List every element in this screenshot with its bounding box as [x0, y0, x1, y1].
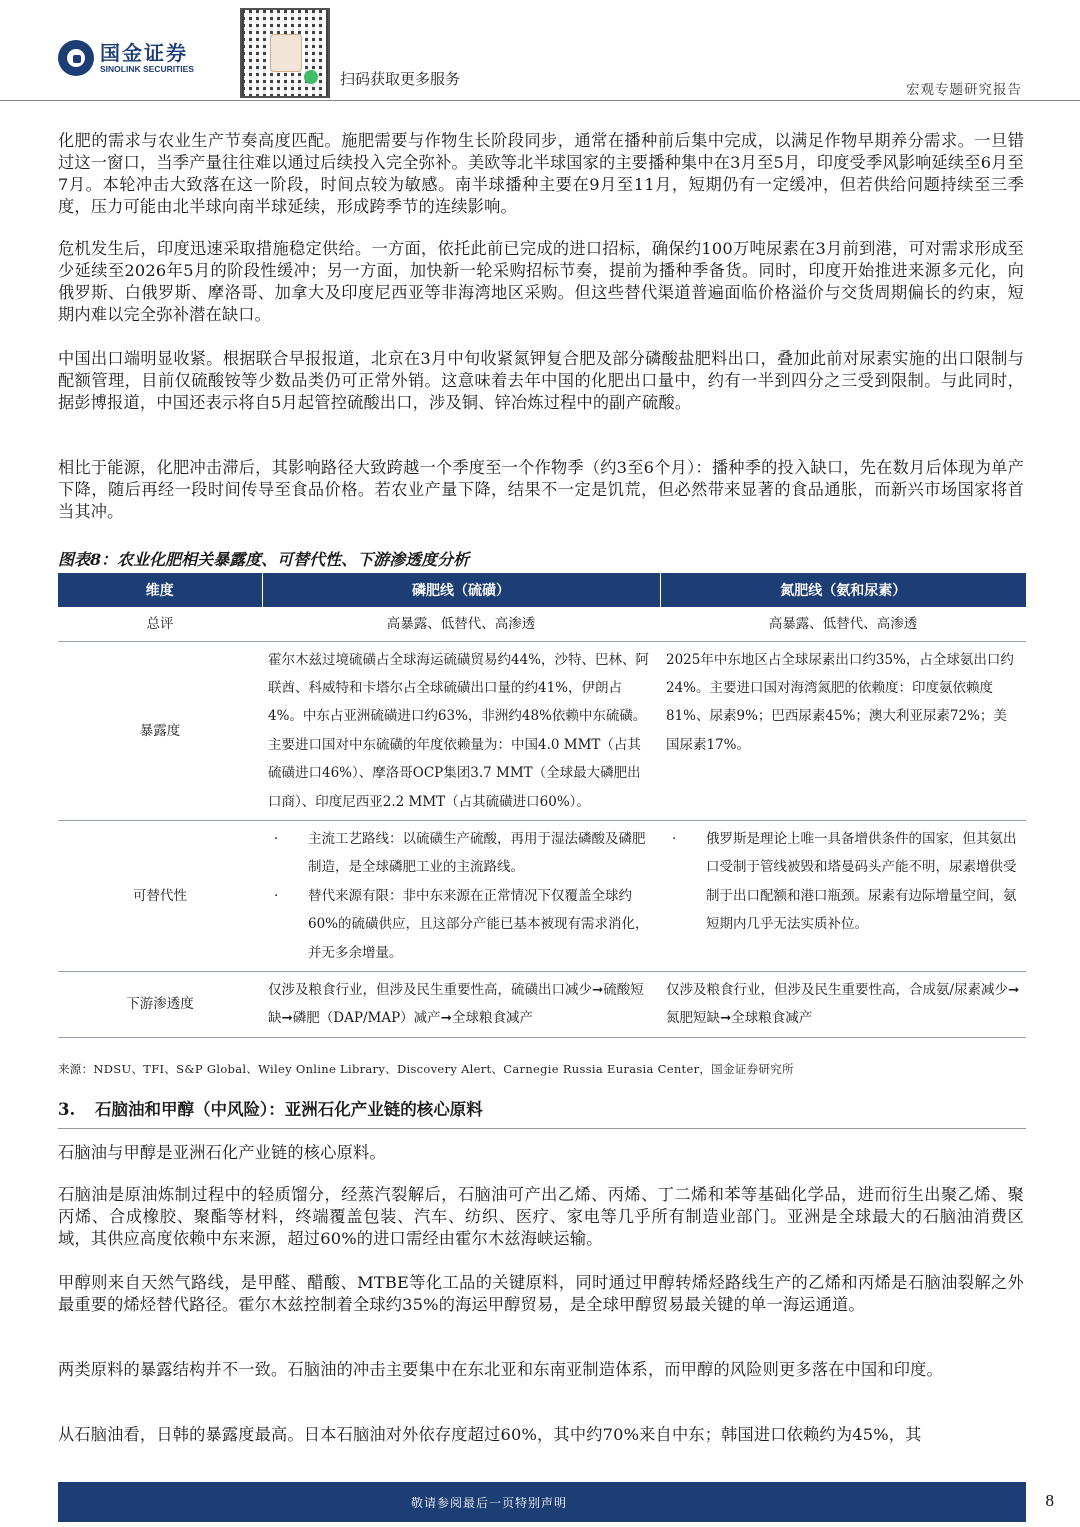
logo-cn-text: 国金证券 [100, 40, 188, 65]
list-item: · 俄罗斯是理论上唯一具备增供条件的国家，但其氨出口受制于管线被毁和塔曼码头产能不明，尿素增供受制于出口配额和港口瓶颈。尿素有边际增量空间，氨短期内几乎无法实质补位。 [666, 825, 1020, 939]
row-label: 下游渗透度 [58, 971, 262, 1037]
header-dimension: 维度 [58, 573, 262, 607]
table-header-row [58, 573, 1026, 607]
scan-prompt: 扫码获取更多服务 [340, 70, 461, 88]
figure-source: 来源：NDSU、TFI、S&P Global、Wiley Online Library、Discovery Alert、Carnegie Russia Eurasia Center，国金证券研究所 [58, 1062, 794, 1076]
section-number: 3. [58, 1100, 76, 1119]
header-phosphate: 磷肥线（硫磺） [262, 573, 660, 607]
row-label: 总评 [58, 607, 262, 641]
page-number: 8 [1045, 1491, 1054, 1510]
paragraph-japan-korea: 从石脑油看，日韩的暴露度最高。日本石脑油对外依存度超过60%，其中约70%来自中东；韩国进口依赖约为45%，其 [58, 1425, 922, 1444]
paragraph-methanol: 甲醇则来自天然气路线，是甲醛、醋酸、MTBE等化工品的关键原料，同时通过甲醇转烯烃路线生产的乙烯和丙烯是石脑油裂解之外最重要的烯烃替代路径。霍尔木兹控制着全球约35%的海运甲醇贸易，是全球甲醇贸易最关键的单一海运通道。 [58, 1273, 1024, 1314]
table-row [58, 607, 1026, 641]
figure-title: 图表8：农业化肥相关暴露度、可替代性、下游渗透度分析 [58, 550, 470, 569]
paragraph-lag-effect: 相比于能源，化肥冲击滞后，其影响路径大致跨越一个季度至一个作物季（约3至6个月）：播种季的投入缺口，先在数月后体现为单产下降，随后再经一段时间传导至食品价格。若农业产量下降，结果不一定是饥荒，但必然带来显著的食品通胀，而新兴市场国家将首当其冲。 [58, 458, 1024, 521]
section-heading [58, 1096, 483, 1120]
cell-phosphate: 高暴露、低替代、高渗透 [262, 607, 660, 641]
paragraph-fertilizer-timing: 化肥的需求与农业生产节奏高度匹配。施肥需要与作物生长阶段同步，通常在播种前后集中完成，以满足作物早期养分需求。一旦错过这一窗口，当季产量往往难以通过后续投入完全弥补。美欧等北半球国家的主要播种集中在3月至5月，印度受季风影响延续至6月至7月。本轮冲击大致落在这一阶段，时间点较为敏感。南半球播种主要在9月至11月，短期仍有一定缓冲，但若供给问题持续至三季度，压力可能由北半球向南半球延续，形成跨季节的连续影响。 [58, 131, 1024, 216]
exposure-table [58, 573, 1026, 1038]
cell-nitrogen [660, 820, 1026, 971]
cell-phosphate [262, 820, 660, 971]
paragraph-india-response: 危机发生后，印度迅速采取措施稳定供给。一方面，依托此前已完成的进口招标，确保约100万吨尿素在3月前到港，可对需求形成至少延续至2026年5月的阶段性缓冲；另一方面，加快新一轮采购招标节奏，提前为播种季备货。同时，印度开始推进来源多元化，向俄罗斯、白俄罗斯、摩洛哥、加拿大及印度尼西亚等非海湾地区采购。但这些替代渠道普遍面临价格溢价与交货周期偏长的约束，短期内难以完全弥补潜在缺口。 [58, 239, 1024, 324]
table-row [58, 641, 1026, 820]
row-label: 暴露度 [58, 641, 262, 820]
cell-nitrogen: 高暴露、低替代、高渗透 [660, 607, 1026, 641]
qr-code-icon[interactable] [240, 8, 330, 98]
wechat-icon [304, 70, 318, 84]
qr-center-logo-icon [270, 34, 302, 72]
header-nitrogen: 氮肥线（氨和尿素） [660, 573, 1026, 607]
section-divider [58, 1128, 1026, 1129]
table-row [58, 820, 1026, 971]
logo-mark-icon [58, 40, 94, 76]
sinolink-logo [58, 40, 194, 76]
list-item: · 替代来源有限：非中东来源在正常情况下仅覆盖全球约60%的硫磺供应，且这部分产能已基本被现有需求消化，并无多余增量。 [268, 882, 654, 967]
page-header [0, 0, 1080, 102]
row-label: 可替代性 [58, 820, 262, 971]
section-title: 石脑油和甲醇（中风险）：亚洲石化产业链的核心原料 [94, 1100, 483, 1119]
cell-phosphate: 仅涉及粮食行业，但涉及民生重要性高，硫磺出口减少➞硫酸短缺➞磷肥（DAP/MAP）减产➞全球粮食减产 [262, 971, 660, 1037]
paragraph-intro: 石脑油与甲醇是亚洲石化产业链的核心原料。 [58, 1143, 386, 1162]
cell-nitrogen: 2025年中东地区占全球尿素出口约35%，占全球氨出口约24%。主要进口国对海湾氮肥的依赖度：印度氨依赖度81%、尿素9%；巴西尿素45%；澳大利亚尿素72%；美国尿素17%。 [660, 641, 1026, 820]
table-row [58, 971, 1026, 1037]
list-item: · 主流工艺路线：以硫磺生产硫酸，再用于湿法磷酸及磷肥制造，是全球磷肥工业的主流路线。 [268, 825, 654, 882]
logo-en-text: SINOLINK SECURITIES [100, 63, 194, 74]
paragraph-naphtha: 石脑油是原油炼制过程中的轻质馏分，经蒸汽裂解后，石脑油可产出乙烯、丙烯、丁二烯和苯等基础化学品，进而衍生出聚乙烯、聚丙烯、合成橡胶、聚酯等材料，终端覆盖包装、汽车、纺织、医疗、家电等几乎所有制造业部门。亚洲是全球最大的石脑油消费区域，其供应高度依赖中东来源，超过60%的进口需经由霍尔木兹海峡运输。 [58, 1185, 1024, 1248]
cell-nitrogen: 仅涉及粮食行业，但涉及民生重要性高，合成氨/尿素减少➞氮肥短缺➞全球粮食减产 [660, 971, 1026, 1037]
footer-disclaimer[interactable]: 敬请参阅最后一页特别声明 [410, 1496, 567, 1510]
header-divider [0, 100, 1080, 101]
cell-phosphate: 霍尔木兹过境硫磺占全球海运硫磺贸易约44%，沙特、巴林、阿联酋、科威特和卡塔尔占全球硫磺出口量的约41%，伊朗占4%。中东占亚洲硫磺进口约63%，非洲约48%依赖中东硫磺。主要进口国对中东硫磺的年度依赖量为：中国4.0 MMT（占其硫磺进口46%）、摩洛哥OCP集团3.7 MMT（全球最大磷肥出口商）、印度尼西亚2.2 MMT（占其硫磺进口60%）。 [262, 641, 660, 820]
report-type-label: 宏观专题研究报告 [906, 82, 1022, 98]
paragraph-exposure: 两类原料的暴露结构并不一致。石脑油的冲击主要集中在东北亚和东南亚制造体系，而甲醇的风险则更多落在中国和印度。 [58, 1360, 943, 1379]
paragraph-china-exports: 中国出口端明显收紧。根据联合早报报道，北京在3月中旬收紧氮钾复合肥及部分磷酸盐肥料出口，叠加此前对尿素实施的出口限制与配额管理，目前仅硫酸铵等少数品类仍可正常外销。这意味着去年中国的化肥出口量中，约有一半到四分之三受到限制。与此同时，据彭博报道，中国还表示将自5月起管控硫酸出口，涉及铜、锌冶炼过程中的副产硫酸。 [58, 349, 1024, 412]
